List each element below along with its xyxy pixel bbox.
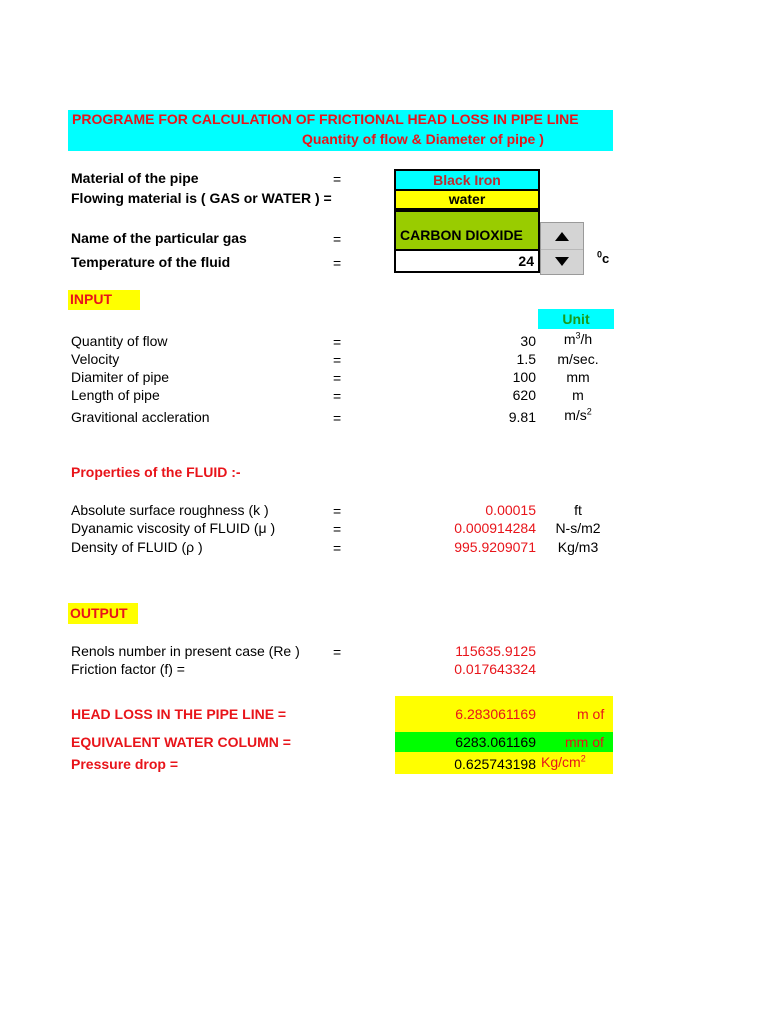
input-row-unit: m [572,387,584,403]
gas-value: CARBON DIOXIDE [400,227,523,243]
properties-section-label: Properties of the FLUID :- [71,464,241,480]
water-column-unit: mm of [565,734,604,750]
input-row-value[interactable]: 9.81 [508,409,536,425]
property-row-label: Dyanamic viscosity of FLUID (μ ) [71,520,276,536]
spin-down-button[interactable] [541,249,583,274]
gas-label: Name of the particular gas [71,230,247,246]
input-row-value[interactable]: 620 [512,387,536,403]
temperature-label: Temperature of the fluid [71,254,231,270]
temperature-equals: = [333,255,342,271]
property-row-unit: N-s/m2 [555,520,601,536]
input-row-equals: = [333,410,342,426]
triangle-up-icon [555,232,569,241]
property-row-unit: Kg/m3 [557,539,599,555]
unit-column-header: Unit [538,309,614,329]
output-row-label: Renols number in present case (Re ) [71,643,300,659]
head-loss-value: 6.283061169 [455,706,536,722]
input-row-equals: = [333,388,342,404]
spin-up-button[interactable] [541,224,583,250]
input-row-value[interactable]: 30 [520,333,536,349]
property-row-value: 995.9209071 [454,539,536,555]
pressure-drop-value: 0.625743198 [454,756,536,772]
input-row-unit: mm [566,369,590,385]
input-row-label: Velocity [71,351,120,367]
property-row-value: 0.00015 [485,502,536,518]
output-row-equals: = [333,644,342,660]
input-row-value[interactable]: 1.5 [516,351,536,367]
output-row-label: Friction factor (f) = [71,661,185,677]
property-row-unit: ft [574,502,582,518]
input-row-unit: $m^3/h$ [563,330,593,347]
page-subtitle: Quantity of flow & Diameter of pipe ) [302,131,544,147]
water-column-label: EQUIVALENT WATER COLUMN = [71,734,291,750]
property-row-equals: = [333,540,342,556]
input-row-unit: m/sec. [557,351,599,367]
celsius-letter: c [602,251,610,266]
fluid-select[interactable]: water [394,189,540,210]
page-title: PROGRAME FOR CALCULATION OF FRICTIONAL HEAD LOSS IN PIPE LINE [72,111,579,127]
degree-sup: 0 [597,249,603,260]
pressure-drop-label: Pressure drop = [71,756,178,772]
input-row-equals: = [333,352,342,368]
output-row-value: 115635.9125 [455,643,536,659]
material-select[interactable]: Black Iron [394,169,540,191]
input-row-label: Diamiter of pipe [71,369,170,385]
input-row-label: Length of pipe [71,387,160,403]
triangle-down-icon [555,257,569,266]
head-loss-label: HEAD LOSS IN THE PIPE LINE = [71,706,287,722]
material-label: Material of the pipe [71,170,199,186]
input-row-label: Quantity of flow [71,333,168,349]
input-row-label: Gravitional accleration [71,409,210,425]
gas-equals: = [333,231,342,247]
input-row-equals: = [333,370,342,386]
output-row-value: 0.017643324 [454,661,536,677]
input-row-equals: = [333,334,342,350]
temperature-spinner[interactable] [540,222,584,275]
temperature-unit [597,251,609,266]
fluid-label: Flowing material is ( GAS or WATER ) = [71,190,332,206]
property-row-value: 0.000914284 [454,520,536,536]
output-section-label: OUTPUT [68,603,138,624]
property-row-equals: = [333,521,342,537]
property-row-label: Absolute surface roughness (k ) [71,502,269,518]
property-row-equals: = [333,503,342,519]
input-row-unit: $m/s^2$ [564,406,592,423]
pressure-drop-unit: $Kg/cm^2$ [541,753,586,770]
water-column-value: 6283.061169 [455,734,536,750]
property-row-label: Density of FLUID (ρ ) [71,539,203,555]
head-loss-unit: m of [577,706,605,722]
input-section-label: INPUT [68,290,140,310]
temperature-input[interactable]: 24 [394,249,540,273]
material-equals: = [333,171,342,187]
input-row-value[interactable]: 100 [512,369,536,385]
